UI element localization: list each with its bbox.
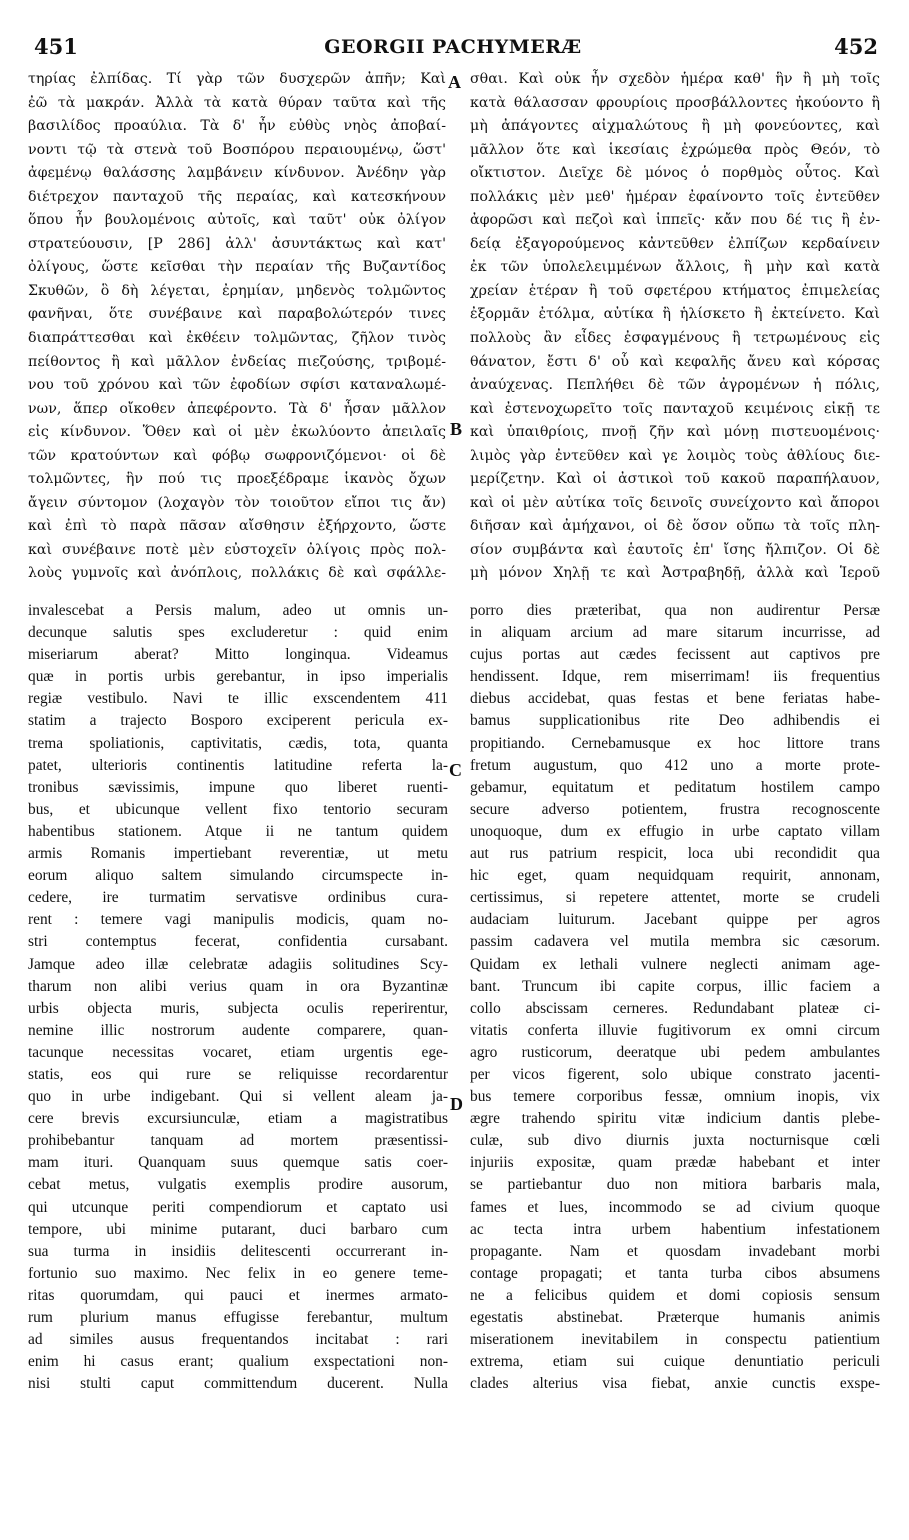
text-line: ἀφεμένῳ θαλάσσης λαμβάνειν κίνδυνον. Ἀνέδην γὰρ — [28, 165, 446, 182]
text-line: miserationem inevitabilem in conspectu patientium — [470, 1331, 880, 1349]
text-line: κατὰ θάλασσαν φρουρίοις προσβάλλοντες ἠκούοντο ἢ — [470, 94, 880, 111]
text-line: decunque salutis spes excluderetur : quid enim — [28, 624, 448, 642]
text-line: extrema, etiam sui cuique denuntiatio periculi — [470, 1353, 880, 1371]
text-line: enim hi casus erant; qualium exspectationi non- — [28, 1353, 448, 1371]
text-line: fretum augustum, quo 412 uno a morte prote- — [470, 756, 880, 774]
text-line: λοὺς γυμνοῖς καὶ ἀνόπλοις, πολλάκις δὲ καὶ σφάλλε- — [28, 565, 446, 582]
text-line: Jamque adeo illæ celebratæ adagiis solitudines Scy- — [28, 955, 448, 973]
text-line: καὶ ἐπὶ τὸ παρὰ πᾶσαν αἴσθησιν ἐξήρχοντο, ὥστε — [28, 518, 446, 535]
text-line: bus temere corporibus fessæ, omnium inopis, vix — [470, 1088, 880, 1106]
text-line: τῶν κρατούντων καὶ φόβῳ σωφρονιζόμενοι· οἱ δὲ — [28, 447, 446, 464]
text-line: nisi stulti caput committendum ducerent. Nulla — [28, 1375, 448, 1393]
text-line: propagante. Nam et quosdam invadebant morbi — [470, 1242, 880, 1260]
text-line: diebus accidebat, quas festas et bene feriatas habe- — [470, 690, 880, 708]
text-line: Quidam ex lethali vulnere neglecti animam age- — [470, 955, 880, 973]
text-line: miseriarum aberat? Mitto longinqua. Videamus — [28, 646, 448, 664]
text-line: gebamur, equitatum et peditatum hostilem campo — [470, 778, 880, 796]
text-line: μὴ ἀπάγοντες αἰχμαλώτους ἢ μὴ φονεύοντες, καὶ — [470, 118, 880, 135]
text-line: se partiebantur duo non mitiora barbaris mala, — [470, 1176, 880, 1194]
text-line: hendissent. Idque, rem miserrimam! iis frequentius — [470, 668, 880, 686]
greek-text-right-column — [470, 68, 880, 588]
text-line: passim cadavera vel mutila membra sic cæsorum. — [470, 933, 880, 951]
text-line: clades alterius visa fiebat, anxie cunctis exspe- — [470, 1375, 880, 1393]
text-line: prohibebantur tanquam ad mortem præsentissi- — [28, 1132, 448, 1150]
running-header — [28, 34, 878, 60]
text-line: aut rus patrium respicit, loca ubi recondidit qua — [470, 845, 880, 863]
text-line: secure adverso potientem, frustra recognoscente — [470, 800, 880, 818]
text-line: νων, ἅπερ οἴκοθεν ἀπεφέροντο. Τὰ δ' ἦσαν μᾶλλον — [28, 400, 446, 417]
text-line: ne a felicibus quidem et domi copiosis sensum — [470, 1286, 880, 1304]
text-line: cere brevis excursiunculæ, etiam a magistratibus — [28, 1110, 448, 1128]
text-line: ad similes ausus frequentandos incitabat : rari — [28, 1331, 448, 1349]
text-line: invalescebat a Persis malum, adeo ut omnis un- — [28, 602, 448, 619]
text-line: θάνατον, ἔστι δ' οὗ καὶ κεφαλῆς ἄνευ καὶ κόρσας — [470, 353, 880, 370]
text-line: στρατεύουσιν, [P 286] ἀλλ' ἀσυντάκτως καὶ κατ' — [28, 235, 446, 252]
text-line: tharum non alibi verius quam in ora Byzantinæ — [28, 977, 448, 995]
text-line: culæ, sub divo diurnis juxta nocturnisque cœli — [470, 1132, 880, 1150]
text-line: per vicos figerent, solo ubique constrato jacenti- — [470, 1065, 880, 1083]
text-line: δείᾳ ἐξαγορούμενος κἀντεῦθεν ἐλπίζων κερδαίνειν — [470, 235, 880, 252]
text-line: urbis objecta muris, subjecta oculis reperirentur, — [28, 999, 448, 1017]
text-line: ac tecta intra urbem habentium infestationem — [470, 1220, 880, 1238]
text-line: ἀφορῶσι καὶ πεζοὶ καὶ ἱππεῖς· κἄν που δέ τις ἢ ἐν- — [470, 212, 880, 229]
text-line: injuriis expositæ, quam prædæ habebant et inter — [470, 1154, 880, 1172]
text-line: in aliquam arcium ad mare sitarum incurrisse, ad — [470, 624, 880, 642]
text-line: hic eget, quam nequidquam requirit, annonam, — [470, 867, 880, 885]
margin-marker-a: A — [448, 72, 461, 92]
text-line: habentibus stationem. Atque ii ne tantum quidem — [28, 822, 448, 840]
text-line: fortunio suo maximo. Nec felix in eo genere teme- — [28, 1264, 448, 1282]
text-line: contage propagati; et tanta turba cibos absumens — [470, 1264, 880, 1282]
margin-marker-c: C — [449, 760, 462, 780]
text-line: statis, eos qui rure se reliquisse recordarentur — [28, 1065, 448, 1083]
text-line: καὶ ἐστενοχωρεῖτο τοῖς πανταχοῦ κειμένοις εἰκῇ τε — [470, 400, 880, 417]
text-line: qui utcunque periti compendiorum et captato usi — [28, 1198, 448, 1216]
latin-text-left-column — [28, 600, 448, 1522]
running-title: GEORGII PACHYMERÆ — [324, 36, 582, 58]
margin-marker-b: B — [450, 419, 463, 439]
text-line: λιμὸς γὰρ ἐντεῦθεν καὶ γε λοιμὸς τοὺς ἀθλίους διε- — [470, 447, 880, 464]
text-line: cujus portas aut cædes fecissent aut captivos pre — [470, 646, 880, 664]
text-line: Σκυθῶν, ὃ δὴ λέγεται, ἐρημίαν, μηδενὸς τολμῶντος — [28, 282, 446, 299]
text-line: vitatis conferta illuvie fugitivorum ex omni circum — [470, 1021, 880, 1039]
text-line: ὀλίγους, ὥστε κεῖσθαι τὴν περαίαν τῆς Βυζαντίδος — [28, 259, 446, 276]
text-line: φανῆναι, ὅτε συνέβαινε καὶ παραβολώτερόν τινες — [28, 306, 446, 323]
text-line: fames et lues, incommodo se ad civium quoque — [470, 1198, 880, 1216]
text-line: χρείαν ἑτέραν ἢ τοῦ σφετέρου κτήματος ἐπιμελείας — [470, 282, 880, 299]
text-line: νοντι τῷ τὰ στενὰ τοῦ Βοσπόρου περαιουμένῳ, ὥστ' — [28, 141, 446, 158]
text-line: σθαι. Καὶ οὐκ ἦν σχεδὸν ἡμέρα καθ' ἣν ἢ μὴ τοῖς — [470, 71, 880, 87]
text-line: διῆσαν καὶ ἀμήχανοι, οἱ δὲ ὅσον οὔπω τὰ τοῖς πλη- — [470, 518, 880, 535]
text-line: ægre trahendo spiritu vitæ indicium dantis plebe- — [470, 1110, 880, 1128]
page-number-right: 452 — [834, 34, 878, 59]
text-line: μὴ μόνον Χηλῇ τε καὶ Ἀστραβηδῇ, ἀλλὰ καὶ Ἱεροῦ — [470, 565, 880, 582]
text-line: unoquoque, dum ex effugio in urbe captato villam — [470, 822, 880, 840]
text-line: rum plurium manus effugisse ferebantur, multum — [28, 1309, 448, 1326]
text-line: ἐῶ τὰ μακράν. Ἀλλὰ τὰ κατὰ θύραν ταῦτα καὶ τῆς — [28, 94, 446, 111]
text-line: sua turma in insidiis delitescenti occurrerant in- — [28, 1242, 448, 1260]
text-line: μᾶλλον ὅτε καὶ ἱκεσίαις ἐχρώμεθα πρὸς Θεόν, τὸ — [470, 141, 880, 158]
text-line: καὶ οἱ μὲν αὐτίκα τοῖς δεινοῖς συνείχοντο καὶ ἄποροι — [470, 494, 880, 511]
text-line: statim a trajecto Bosporo exciperent pericula ex- — [28, 712, 448, 730]
text-line: mam ituri. Quanquam suus quemque satis coer- — [28, 1154, 448, 1172]
text-line: quæ in portis urbis gerebantur, in ipso imperialis — [28, 668, 448, 686]
text-line: cedere, ire turmatim servatisve ordinibus cura- — [28, 889, 448, 907]
text-line: certissimus, si repetere attentet, morte se crudeli — [470, 889, 880, 907]
text-line: πείθοντος ἢ καὶ μᾶλλον ἐνδείας πιεζούσης, τριβομέ- — [28, 353, 446, 370]
text-line: ἐξορμᾶν ἐτόλμα, αὐτίκα ἢ ἡλίσκετο ἢ ἐκτείνετο. Καὶ — [470, 306, 880, 323]
text-line: propitiando. Cernebamusque ex hoc littore trans — [470, 734, 880, 752]
text-line: bamus supplicationibus rite Deo adhibendis ei — [470, 712, 880, 730]
text-line: rent : temere vagi manipulis modicis, quam no- — [28, 911, 448, 929]
text-line: καὶ ὑπαιθρίοις, πνοῇ ζῆν καὶ μόνῃ πιστευομένοις· — [470, 424, 880, 441]
text-line: ἀναύχενας. Πεπλήθει δὲ τῶν ἀγρομένων ἡ πόλις, — [470, 377, 880, 394]
text-line: ἐκ τῶν ὑπολελειμμένων ἄλλοις, ἢ μὴν καὶ κατὰ — [470, 259, 880, 276]
text-line: σίον συμβάντα καὶ ἑαυτοῖς ἐπ' ἴσης ἤλπιζον. Οἱ δὲ — [470, 541, 880, 558]
text-line: audaciam luiturum. Jacebant quippe per agros — [470, 911, 880, 929]
text-line: patet, ulterioris continentis latitudine referta la- — [28, 756, 448, 774]
text-line: καὶ συνέβαινε ποτὲ μὲν εὐστοχεῖν ὀλίγοις πρὸς πολ- — [28, 541, 446, 558]
text-line: διαπράττεσθαι καὶ ἐκθέειν τολμῶντας, ζῆλον τινὸς — [28, 330, 446, 347]
margin-marker-d: D — [450, 1094, 463, 1114]
text-line: regiæ vestibulo. Navi te illic exscendentem 411 — [28, 690, 448, 708]
text-line: πολλοὺς ἂν εἶδες ἐσφαγμένους ἢ τετρωμένους εἰς — [470, 330, 880, 347]
text-line: ἄγειν σύντομον (λοχαγὸν τὸν τοιοῦτον εἴποι τις ἄν) — [28, 494, 446, 511]
text-line: quo in urbe indigebant. Qui si vellent aleam ja- — [28, 1088, 448, 1106]
text-line: trema spoliationis, captivitatis, cædis, tota, quanta — [28, 734, 448, 752]
text-line: nemine illic nostrorum audente comparere, quan- — [28, 1021, 448, 1039]
latin-text-right-column — [470, 600, 880, 1522]
text-line: πολλάκις μὲν μεθ' ἡμέραν ἐφαίνοντο τοῖς ἐντεῦθεν — [470, 188, 880, 205]
text-line: εἰς κίνδυνον. Ὅθεν καὶ οἱ μὲν ἐκωλύοντο ἀπειλαῖς — [28, 424, 446, 441]
text-line: tronibus sævissimis, impune quo liberet ruenti- — [28, 778, 448, 796]
text-line: bant. Truncum ibi capite corpus, illic faciem a — [470, 977, 880, 995]
text-line: egestatis abstinebat. Præterque humanis animis — [470, 1309, 880, 1326]
text-line: eorum aliquo saltem simulando circumspecte in- — [28, 867, 448, 885]
text-line: τολμῶντες, ἣν πού τις προεξέδραμε ἱκανὸς ὄχων — [28, 471, 446, 488]
text-line: porro dies præteribat, qua non audirentur Persæ — [470, 602, 880, 619]
text-line: stri contemptus fecerat, confidentia cursabant. — [28, 933, 448, 951]
text-line: cebat metus, vulgatis exemplis prodire ausorum, — [28, 1176, 448, 1194]
text-line: τηρίας ἐλπίδας. Τί γὰρ τῶν δυσχερῶν ἀπῆν; Καὶ — [28, 71, 446, 87]
text-line: collo abscissam cerneres. Redundabant plateæ ci- — [470, 999, 880, 1017]
text-line: διέτρεχον πανταχοῦ τῆς περαίας, καὶ κατεσκήνουν — [28, 188, 446, 205]
text-line: tempore, ubi minime putarant, duci barbaro cum — [28, 1220, 448, 1238]
text-line: βασιλίδος προαύλια. Τὰ δ' ἦν εὐθὺς νηὸς ἀποβαί- — [28, 118, 446, 135]
text-line: ὅπου ἦν βουλομένοις αὐτοῖς, καὶ ταῦτ' οὐκ ὀλίγον — [28, 212, 446, 229]
text-line: νου τοῦ χρόνου καὶ τῶν ἐφοδίων σφίσι καταναλωμέ- — [28, 377, 446, 394]
text-line: οἴκτιστον. Διεῖχε δὲ μόνος ὁ πορθμὸς οὗτος. Καὶ — [470, 165, 880, 182]
text-line: agro rusticorum, deeratque ubi pedem ambulantes — [470, 1043, 880, 1061]
text-line: ritas quorumdam, qui pauci et inermes armato- — [28, 1286, 448, 1304]
text-line: bus, et ubicunque vellent fixo tentorio securam — [28, 800, 448, 818]
page-number-left: 451 — [34, 34, 78, 59]
text-line: armis Romanis impertiebant reverentiæ, ut metu — [28, 845, 448, 863]
greek-text-left-column — [28, 68, 446, 588]
text-line: tacunque necessitas vocaret, etiam urgentis ege- — [28, 1043, 448, 1061]
text-line: μερίζετην. Καὶ οἱ ἀστικοὶ τοῦ κακοῦ παραπήλαυον, — [470, 471, 880, 488]
